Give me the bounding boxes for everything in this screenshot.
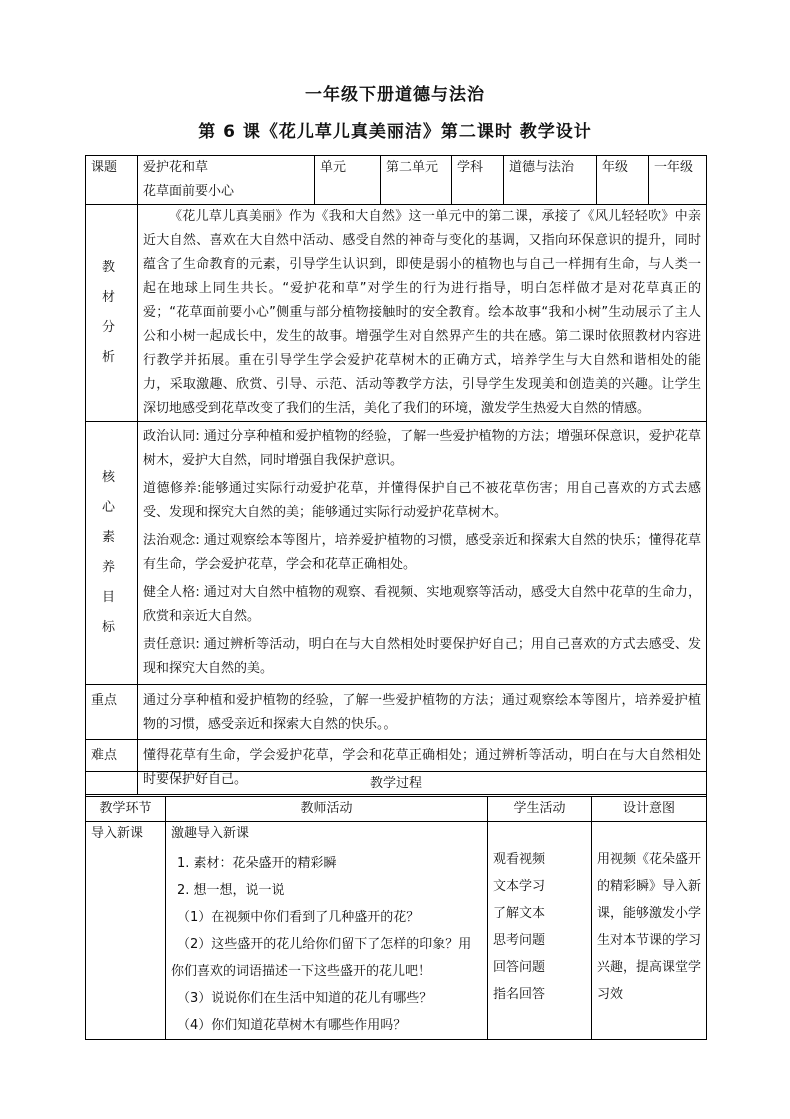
student-line-6: 指名回答 xyxy=(493,987,546,1002)
student-line-1: 观看视频 xyxy=(493,852,546,867)
teacher-line-6: （3）说说你们在生活中知道的花儿有哪些？ xyxy=(177,991,433,1006)
goals-cell xyxy=(138,422,707,685)
teacher-line-4: （1）在视频中你们看到了几种盛开的花？ xyxy=(177,910,420,925)
process-title: 教学过程 xyxy=(86,772,707,797)
grade-value: 一年级 xyxy=(649,156,707,205)
teacher-line-2: 1. 素材：花朵盛开的精彩瞬 xyxy=(177,856,337,871)
student-line-3: 了解文本 xyxy=(493,906,546,921)
goal-item-political: 政治认同: 通过分享种植和爱护植物的经验，了解一些爱护植物的方法；增强环保意识，爱护花草树木，爱护大自然，同时增强自我保护意识。 xyxy=(143,429,701,468)
design-intent-text: 用视频《花朵盛开的精彩瞬》导入新课，能够激发小学生对本节课的学习兴趣，提高课堂学习效 xyxy=(597,852,702,1002)
key-points-row xyxy=(86,685,707,740)
teaching-process-table xyxy=(85,771,707,1040)
analysis-label xyxy=(86,205,138,422)
process-title-row xyxy=(86,772,707,797)
student-line-5: 回答问题 xyxy=(493,960,546,975)
teacher-line-7: （4）你们知道花草树木有哪些作用吗？ xyxy=(177,1018,407,1033)
design-intent-cell xyxy=(592,822,707,1040)
topic-value-line2: 花草面前要小心 xyxy=(143,184,235,199)
analysis-label-line1: 教 材 xyxy=(101,260,121,305)
grade-label: 年级 xyxy=(597,156,649,205)
document-title: 一年级下册道德与法治 xyxy=(305,85,485,105)
goal-item-responsibility: 责任意识: 通过辨析等活动，明白在与大自然相处时要保护好自己；用自己喜欢的方式去感受、发现和探究大自然的美。 xyxy=(143,637,701,676)
teacher-activity-cell xyxy=(166,822,488,1040)
unit-value: 第二单元 xyxy=(381,156,452,205)
lesson-info-table xyxy=(85,155,707,795)
goals-label-line1: 核 心 xyxy=(101,470,121,515)
topic-label: 课题 xyxy=(86,156,138,205)
header-student: 学生活动 xyxy=(488,797,592,822)
process-row-intro xyxy=(86,822,707,1040)
process-header-row xyxy=(86,797,707,822)
goals-label-line2: 素 养 xyxy=(101,530,121,575)
topic-value-line1: 爱护花和草 xyxy=(143,160,209,175)
teacher-line-5: （2）这些盛开的花儿给你们留下了怎样的印象？用你们喜欢的词语描述一下这些盛开的花儿吧！ xyxy=(171,937,472,979)
goal-item-personality: 健全人格: 通过对大自然中植物的观察、看视频、实地观察等活动，感受大自然中花草的生命力，欣赏和亲近大自然。 xyxy=(143,585,701,624)
goals-label xyxy=(86,422,138,685)
student-line-2: 文本学习 xyxy=(493,879,546,894)
subject-value: 道德与法治 xyxy=(504,156,597,205)
analysis-label-line2: 分 析 xyxy=(101,320,121,365)
analysis-row xyxy=(86,205,707,422)
student-line-4: 思考问题 xyxy=(493,933,546,948)
header-intent: 设计意图 xyxy=(592,797,707,822)
analysis-text: 《花儿草儿真美丽》作为《我和大自然》这一单元中的第二课，承接了《风儿轻轻吹》中亲近大自然、喜欢在大自然中活动、感受自然的神奇与变化的基调，又指向环保意识的提升，同时蕴含了生命教育的元素，引导学生认识到，即使是弱小的植物也与自己一样拥有生命，与人类一起在地球上同生共长。“爱护花和草”对学生的行为进行指导，明白怎样做才是对花草真正的爱；“花草面前要小心”侧重与部分植物接触时的安全教育。绘本故事“我和小树”生动展示了主人公和小树一起成长中，发生的故事。增强学生对自然界产生的共在感。第二课时依照教材内容进行教学并拓展。重在引导学生学会爱护花草树木的正确方式，培养学生与大自然和谐相处的能力，采取激趣、欣赏、引导、示范、活动等教学方法，引导学生发现美和创造美的兴趣。让学生深切地感受到花草改变了我们的生活，美化了我们的环境，激发学生热爱大自然的情感。 xyxy=(143,209,701,416)
teacher-line-3: 2. 想一想，说一说 xyxy=(177,883,285,898)
difficult-points-label: 难点 xyxy=(86,740,138,795)
key-points-text: 通过分享种植和爱护植物的经验，了解一些爱护植物的方法；通过观察绘本等图片，培养爱护植物的习惯，感受亲近和探索大自然的快乐。。 xyxy=(143,693,701,732)
teacher-line-1: 激趣导入新课 xyxy=(171,826,250,841)
topic-row xyxy=(86,156,707,205)
goals-label-line3: 目 标 xyxy=(101,590,121,635)
difficult-points-text: 懂得花草有生命，学会爱护花草，学会和花草正确相处；通过辨析等活动，明白在与大自然相处时要保护好自己。 xyxy=(143,748,701,787)
student-activity-cell xyxy=(488,822,592,1040)
subject-label: 学科 xyxy=(452,156,504,205)
header-teacher: 教师活动 xyxy=(166,797,488,822)
goals-row xyxy=(86,422,707,685)
header-stage: 教学环节 xyxy=(86,797,166,822)
key-points-cell xyxy=(138,685,707,740)
key-points-label: 重点 xyxy=(86,685,138,740)
topic-value xyxy=(138,156,315,205)
stage-cell: 导入新课 xyxy=(86,822,166,1040)
document-subtitle: 第 6 课《花儿草儿真美丽洁》第二课时 教学设计 xyxy=(198,122,592,142)
unit-label: 单元 xyxy=(315,156,381,205)
goal-item-law: 法治观念: 通过观察绘本等图片，培养爱护植物的习惯，感受亲近和探索大自然的快乐；懂得花草有生命，学会爱护花草，学会和花草正确相处。 xyxy=(143,533,701,572)
goal-item-moral: 道德修养:能够通过实际行动爱护花草，并懂得保护自己不被花草伤害；用自己喜欢的方式去感受、发现和探究大自然的美；能够通过实际行动爱护花草树木。 xyxy=(143,481,701,520)
analysis-cell xyxy=(138,205,707,422)
